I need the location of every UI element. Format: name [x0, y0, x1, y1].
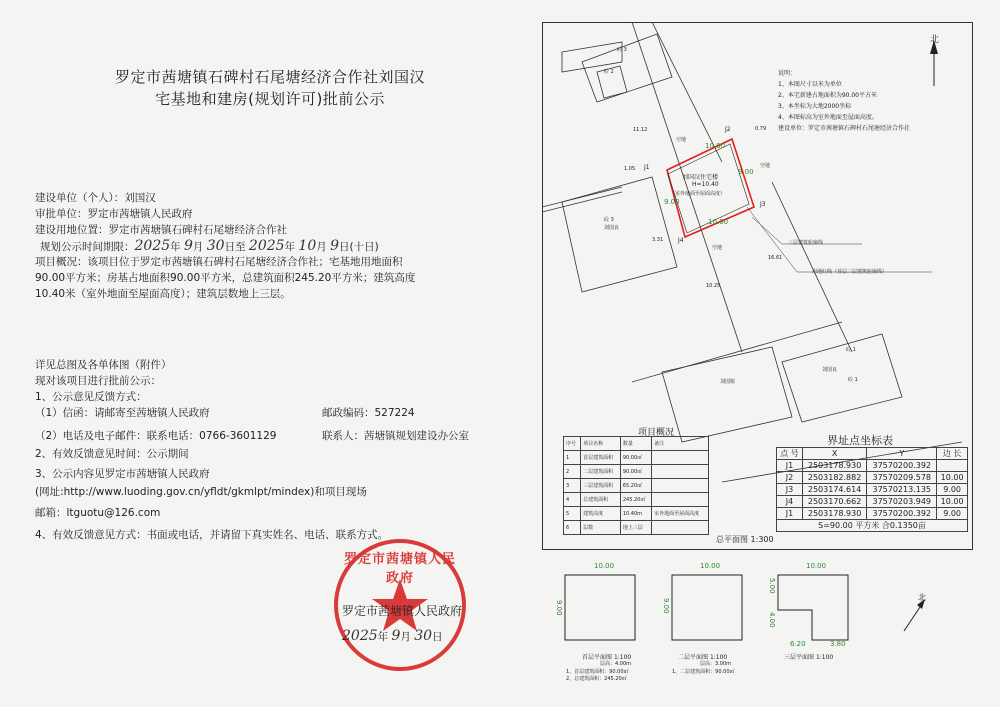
table-row [564, 451, 709, 465]
fp3-h2: 4.00 [768, 612, 776, 628]
approver: 审批单位：罗定市茜塘镇人民政府 [35, 208, 193, 220]
fp3-scale: 1:100 [815, 654, 834, 661]
cell: J1 [777, 460, 803, 472]
neighbor-br2: 刘国良 [822, 367, 838, 373]
cell: 37570213.135 [867, 484, 937, 496]
sign-org: 罗定市茜塘镇人民政府 [342, 604, 463, 618]
neighbor-left: 砼 3 [604, 217, 614, 223]
note-5: 建设单位：罗定市茜塘镇石碑村石尾塘经济合作社 [778, 125, 911, 132]
sign-month: 月 [400, 631, 411, 643]
line-note-2: 用地红线（首层二层建筑轮廓线） [812, 269, 888, 275]
floor-plans-drawing [550, 565, 950, 655]
period-to: 日至 [224, 241, 246, 253]
seal-text: 罗定市茜塘镇人民政府 [343, 552, 456, 586]
cell [652, 451, 709, 465]
fp1-height: 层高：4.00m [600, 661, 632, 667]
item2: 2、有效反馈意见时间：公示期间 [35, 448, 189, 460]
cell: 2503178.930 [802, 508, 866, 520]
cell: 37570200.392 [867, 460, 937, 472]
building-name: 刘国汉住宅楼 [682, 174, 719, 181]
announce: 现对该项目进行批前公示： [35, 375, 161, 387]
cell [937, 460, 968, 472]
d3: 1.05 [624, 166, 636, 172]
period-days: 日(十日) [339, 241, 379, 253]
fp1-area2: 2、总建筑面积：245.20㎡ [566, 676, 627, 682]
period-hand-month: 9 [183, 238, 193, 254]
sign-day: 日 [432, 631, 443, 643]
line-note-1: 三层建筑轮廓线 [788, 240, 824, 246]
note-2: 2、本宅新建占地面积为90.00平方米 [778, 92, 877, 99]
cell: 层数 [581, 521, 621, 535]
d4: 3.31 [652, 237, 664, 243]
neighbor-br-num: 砼 1 [846, 347, 856, 353]
th: 备注 [652, 437, 709, 451]
cell: 总建筑面积 [581, 493, 621, 507]
point-j3: J3 [760, 201, 766, 208]
coord-table-title: 界址点坐标表 [827, 434, 893, 447]
site-plan-scale: 总平面图 1:300 [716, 535, 774, 544]
applicant: 建设单位（个人）：刘国汉 [35, 192, 156, 204]
period-line [40, 238, 379, 255]
coord-table [776, 447, 968, 532]
cell: J1 [777, 508, 803, 520]
table-row [777, 460, 968, 472]
note-1: 1、本图尺寸以米为单位 [778, 81, 842, 88]
dim-side: 9.00 [738, 168, 754, 176]
period-hand-year2: 2025 [248, 238, 285, 254]
item3: 3、公示内容见罗定市茜塘镇人民政府 [35, 468, 210, 480]
neighbor-br2-num: 砼 1 [848, 377, 858, 383]
dim-left: 9.00 [664, 198, 680, 206]
fp3-b2: 3.80 [830, 640, 846, 648]
neighbor-left-name: 刘国良 [604, 225, 620, 231]
cell: 室外地面至屋面高度 [652, 507, 709, 521]
sign-hand-day: 30 [414, 628, 433, 644]
note-4: 4、本图标高为室外地面至屋面高度。 [778, 114, 878, 121]
fp2-w: 10.00 [700, 562, 721, 570]
cell: 1 [564, 451, 581, 465]
sign-date [342, 628, 443, 645]
overview-1: 项目概况：该项目位于罗定市茜塘镇石碑村石尾塘经济合作社；宅基地用地面积 [35, 256, 403, 268]
cell: 10.00 [937, 472, 968, 484]
cell: 37570209.578 [867, 472, 937, 484]
period-label: 规划公示时间期限： [40, 241, 135, 253]
item1: 1、公示意见反馈方式： [35, 391, 147, 403]
cell: 2503174.614 [802, 484, 866, 496]
coord-table-header [777, 448, 968, 460]
north-label: 北 [930, 35, 940, 45]
postcode: 邮政编码：527224 [322, 407, 415, 419]
cell: 2 [564, 465, 581, 479]
dim-top: 10.00 [705, 142, 726, 150]
item4: 4、有效反馈意见方式：书面或电话，并请留下真实姓名、电话、联系方式。 [35, 529, 389, 541]
table-row [777, 496, 968, 508]
table-row [564, 507, 709, 521]
fp1-area1: 1、首层建筑面积：90.00㎡ [566, 669, 629, 675]
contact: 联系人：茜塘镇规划建设办公室 [322, 430, 469, 442]
item3-url[interactable]: (网址:http://www.luoding.gov.cn/yfldt/gkmlpt/mindex)和项目现场 [35, 486, 367, 498]
notice-title-line2: 宅基地和建房(规划许可)批前公示 [155, 90, 385, 108]
point-j1: J1 [644, 164, 650, 171]
cell: 2503170.662 [802, 496, 866, 508]
site-notes [778, 68, 910, 134]
neighbor-top: 砼 3 [617, 47, 627, 53]
overview-2: 90.00平方米；房基占地面积90.00平方米，总建筑面积245.20平方米；建筑高度 [35, 272, 416, 284]
cell: 地上三层 [620, 521, 651, 535]
email[interactable]: 邮箱：ltguotu@126.com [35, 507, 161, 519]
cell: 10.40m [620, 507, 651, 521]
fp2-h: 9.00 [662, 598, 670, 614]
notice-title-line1: 罗定市茜塘镇石碑村石尾塘经济合作社刘国汉 [114, 68, 425, 86]
project-table-title: 项目概况 [638, 428, 675, 438]
th: 点 号 [777, 448, 803, 460]
th: 数量 [620, 437, 651, 451]
sign-year: 年 [377, 631, 389, 643]
point-j2: J2 [725, 126, 731, 133]
th: Y [867, 448, 937, 460]
th: X [802, 448, 866, 460]
point-j4: J4 [678, 237, 684, 244]
period-hand-day: 30 [206, 238, 225, 254]
cell: 9.00 [937, 484, 968, 496]
cell: 二层建筑面积 [581, 465, 621, 479]
sign-hand-month: 9 [391, 628, 401, 644]
fp1-scale: 1:100 [613, 654, 632, 661]
dim-bottom: 10.00 [708, 218, 729, 226]
note-3: 3、本坐标为大地2000坐标 [778, 103, 852, 110]
table-row [777, 484, 968, 496]
cell [652, 479, 709, 493]
fp1-h: 9.00 [555, 600, 563, 616]
period-month: 月 [192, 241, 204, 253]
th: 序号 [564, 437, 581, 451]
period-hand-year: 2025 [134, 238, 171, 254]
fp2-height: 层高：3.00m [700, 661, 732, 667]
cell: J2 [777, 472, 803, 484]
th: 边 长 [937, 448, 968, 460]
cell: 9.00 [937, 508, 968, 520]
cell: 5 [564, 507, 581, 521]
table-row [564, 521, 709, 535]
fp3-w: 10.00 [806, 562, 827, 570]
period-hand-day2: 9 [330, 238, 339, 254]
building-height-note: （室外地面至屋面高度） [670, 191, 726, 197]
cell: 245.20㎡ [620, 493, 651, 507]
fp1-name: 首层平面图 [582, 654, 613, 661]
cell: 65.20㎡ [620, 479, 651, 493]
cell: 首层建筑面积 [581, 451, 621, 465]
table-row [777, 520, 968, 532]
table-row [564, 493, 709, 507]
cell: 4 [564, 493, 581, 507]
table-row [564, 479, 709, 493]
fp3-label [784, 652, 833, 661]
th: 项目名称 [581, 437, 621, 451]
d2: 0.79 [755, 126, 767, 132]
location: 建设用地位置：罗定市茜塘镇石碑村石尾塘经济合作社 [35, 224, 287, 236]
cell: 2503178.930 [802, 460, 866, 472]
item1-mail: （1）信函：请邮寄至茜塘镇人民政府 [35, 407, 210, 419]
project-table-header [564, 437, 709, 451]
cell [652, 521, 709, 535]
fp2-area1: 1、二层建筑面积：90.00㎡ [672, 669, 735, 675]
table-row [777, 508, 968, 520]
table-row [564, 465, 709, 479]
cell: 三层建筑面积 [581, 479, 621, 493]
cell: 90.00㎡ [620, 451, 651, 465]
overview-3: 10.40米（室外地面至屋面高度）；建筑层数地上三层。 [35, 288, 291, 300]
cell: J4 [777, 496, 803, 508]
cell: 2503182.882 [802, 472, 866, 484]
cell [652, 465, 709, 479]
building-height: H=10.40 [692, 181, 719, 188]
road-1: 空地 [676, 137, 687, 143]
road-2: 空地 [760, 163, 771, 169]
d6: 10.25 [706, 283, 721, 289]
neighbor-br: 刘国锐 [720, 379, 736, 385]
cell: 37570200.392 [867, 508, 937, 520]
fp3-name: 三层平面图 [784, 654, 815, 661]
cell: 37570203.949 [867, 496, 937, 508]
item1-phone: （2）电话及电子邮件：联系电话：0766-3601129 [35, 430, 277, 442]
cell: 90.00㎡ [620, 465, 651, 479]
cell: 6 [564, 521, 581, 535]
detail-see: 详见总图及各单体图（附件） [35, 359, 172, 371]
period-year: 年 [170, 241, 181, 253]
cell: J3 [777, 484, 803, 496]
cell: 3 [564, 479, 581, 493]
fp1-w: 10.00 [594, 562, 615, 570]
fp3-h1: 5.00 [768, 578, 776, 594]
cell: 建筑高度 [581, 507, 621, 521]
sign-hand-year: 2025 [342, 628, 378, 644]
project-table [563, 436, 709, 535]
fp2-scale: 1:100 [709, 654, 728, 661]
north-label-2: 北 [918, 593, 926, 602]
road-3: 空地 [712, 245, 723, 251]
fp3-b1: 6.20 [790, 640, 806, 648]
period-hand-month2: 10 [298, 238, 317, 254]
note-0: 说明： [778, 70, 797, 77]
fp2-name: 二层平面图 [678, 654, 709, 661]
period-year2: 年 [284, 241, 296, 253]
table-row [777, 472, 968, 484]
cell [652, 493, 709, 507]
period-month2: 月 [316, 241, 327, 253]
coord-footer: S=90.00 平方米 合0.1350亩 [777, 520, 968, 532]
cell: 10.00 [937, 496, 968, 508]
d1: 11.12 [633, 127, 648, 133]
neighbor-top2: 砼 2 [604, 69, 614, 75]
d5: 16.61 [768, 255, 783, 261]
